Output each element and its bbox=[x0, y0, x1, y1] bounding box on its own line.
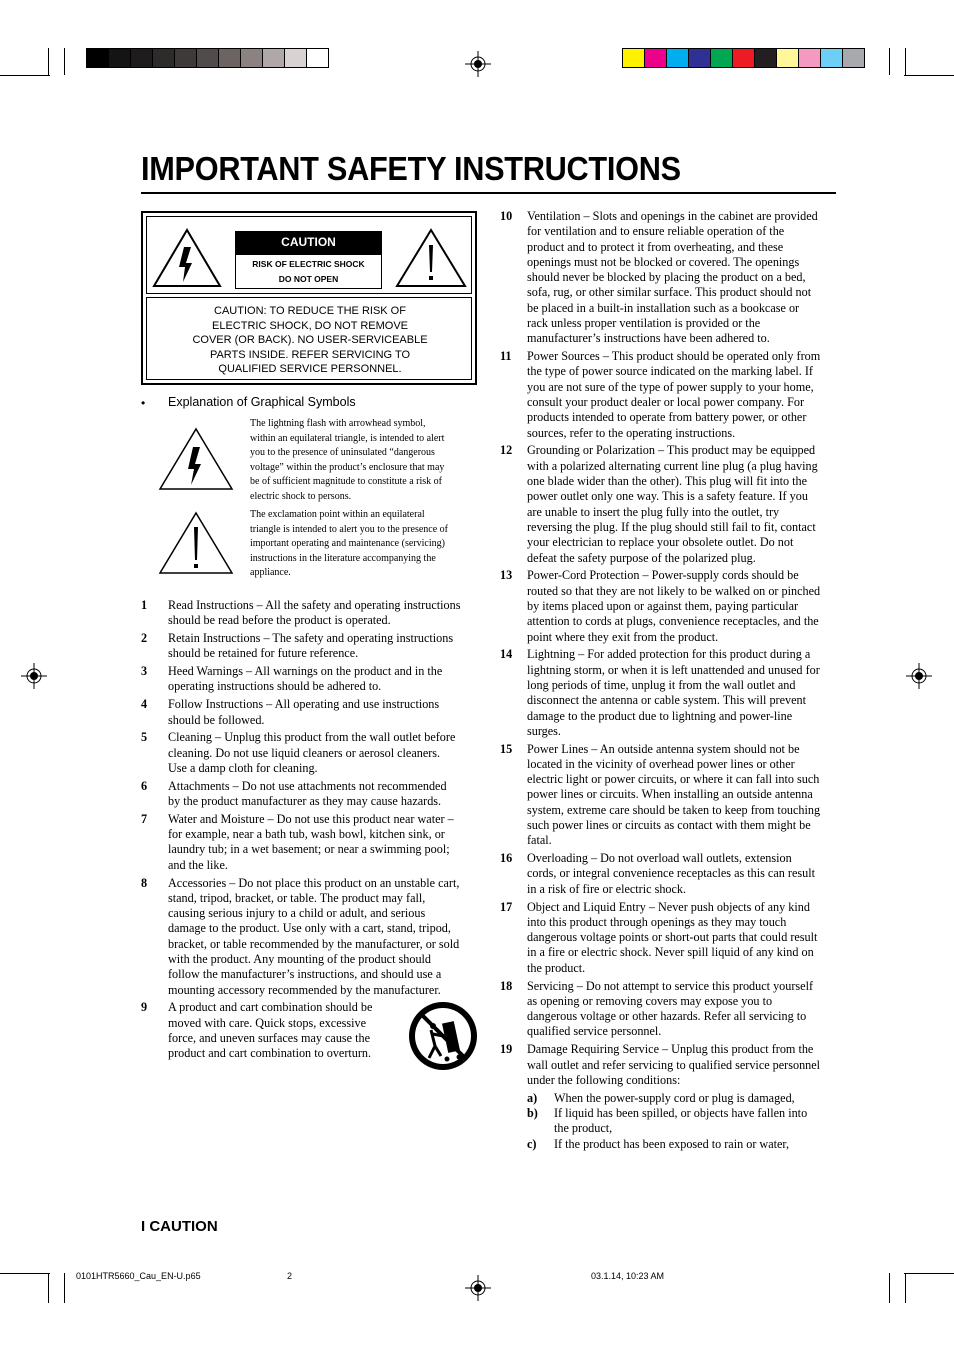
item-number: 17 bbox=[500, 899, 513, 914]
list-item bbox=[141, 730, 481, 776]
item-text-line: Attachments – Do not use attachments not recommended bbox=[168, 778, 447, 793]
sub-item-text-line: When the power-supply cord or plug is damaged, bbox=[554, 1090, 795, 1105]
item-text-line: the type of power source indicated on the marking label. If bbox=[527, 364, 813, 379]
item-text-line: reversing the plug. If the plug should still fail to fit, contact bbox=[527, 519, 816, 534]
explanation-line: The exclamation point within an equilateral bbox=[250, 509, 425, 520]
footer-timestamp: 03.1.14, 10:23 AM bbox=[591, 1271, 665, 1281]
item-text-line: sources, refer to the operating instructions. bbox=[527, 425, 736, 440]
left-instructions-list bbox=[141, 598, 481, 1064]
item-number: 9 bbox=[141, 1000, 148, 1015]
item-number: 2 bbox=[141, 631, 148, 646]
color-swatch bbox=[86, 48, 109, 68]
item-text-line: your electrician to replace your obsolete outlet. Do not bbox=[527, 535, 794, 550]
item-text-line: for example, near a bath tub, wash bowl, kitchen sink, or bbox=[168, 827, 445, 842]
color-swatch bbox=[754, 48, 777, 68]
sub-list-item bbox=[527, 1137, 840, 1152]
item-text-line: routed so that they are not likely to be walked on or pinched bbox=[527, 583, 821, 598]
sub-item-text-line: If liquid has been spilled, or objects have fallen into bbox=[554, 1105, 808, 1120]
crop-mark bbox=[64, 1273, 65, 1303]
item-number: 8 bbox=[141, 875, 148, 890]
lightning-symbol-icon bbox=[158, 427, 234, 491]
color-swatch bbox=[842, 48, 865, 68]
item-text-line: attention to cords at plugs, convenience receptacles, and the bbox=[527, 614, 819, 629]
registration-target-icon bbox=[465, 1275, 491, 1301]
registration-target-icon bbox=[465, 51, 491, 77]
color-swatch bbox=[108, 48, 131, 68]
item-text-line: sofa, rug, or other similar surface. This product should not bbox=[527, 285, 812, 300]
item-text-line: Power Sources – This product should be operated only from bbox=[527, 349, 821, 364]
item-text-line: openings must not be blocked or covered. The openings bbox=[527, 254, 800, 269]
item-text-line: operating instructions should be adhered to. bbox=[168, 679, 382, 694]
item-number: 15 bbox=[500, 741, 513, 756]
exclamation-explanation bbox=[250, 508, 448, 581]
color-swatch bbox=[240, 48, 263, 68]
item-text-line: Power Lines – An outside antenna system should not be bbox=[527, 741, 800, 756]
list-item bbox=[500, 1042, 840, 1088]
item-text-line: into this product through openings as they may touch bbox=[527, 914, 787, 929]
list-item bbox=[141, 812, 481, 873]
item-text-line: dangerous voltage points or short-out parts that could result bbox=[527, 930, 818, 945]
item-number: 4 bbox=[141, 697, 148, 712]
item-number: 3 bbox=[141, 664, 148, 679]
item-text-line: manufacturer’s instructions have been adhered to. bbox=[527, 331, 770, 346]
item-number: 5 bbox=[141, 730, 148, 745]
item-number: 6 bbox=[141, 778, 148, 793]
item-text-line: in a fire or electric shock. Never spill liquid of any kind on bbox=[527, 945, 814, 960]
item-text-line: power outlet only one way. This is a safety feature. If you bbox=[527, 489, 808, 504]
item-text-line: Servicing – Do not attempt to service this product yourself bbox=[527, 978, 814, 993]
item-text-line: as opening or removing covers may expose you to bbox=[527, 993, 773, 1008]
item-number: 13 bbox=[500, 568, 513, 583]
exclamation-symbol-icon bbox=[158, 511, 234, 575]
item-text-line: be placed in a built-in installation such as a bookcase or bbox=[527, 300, 800, 315]
item-text-line: Use a damp cloth for cleaning. bbox=[168, 760, 318, 775]
caution-label-box bbox=[141, 211, 477, 385]
sub-item-text-line: the product, bbox=[554, 1121, 613, 1136]
crop-mark bbox=[64, 48, 65, 75]
item-text-line: such power lines or circuits as contact with them might be bbox=[527, 818, 811, 833]
sub-item-label: a) bbox=[527, 1090, 538, 1105]
cart-tip-warning-icon bbox=[407, 1000, 479, 1072]
color-swatch bbox=[130, 48, 153, 68]
footer-page-number: 2 bbox=[287, 1271, 293, 1281]
explanation-line: within an equilateral triangle, is intended to alert bbox=[250, 432, 445, 444]
item-text-line: Lightning – For added protection for this product during a bbox=[527, 647, 811, 662]
caution-text-line: PARTS INSIDE. REFER SERVICING TO bbox=[209, 348, 411, 361]
item-text-line: you are not sure of the type of power supply to your home, bbox=[527, 379, 814, 394]
color-swatch bbox=[644, 48, 667, 68]
caution-subheading bbox=[235, 254, 382, 289]
crop-mark bbox=[0, 1273, 50, 1274]
caution-text bbox=[147, 304, 473, 377]
item-text-line: product and cart combination to overturn. bbox=[168, 1046, 372, 1061]
crop-mark bbox=[48, 48, 49, 75]
item-text-line: cords, or integral convenience receptacles as this can result bbox=[527, 866, 815, 881]
item-text-line: disconnect the antenna or cable system. This will prevent bbox=[527, 693, 806, 708]
sub-item-text-line: If the product has been exposed to rain or water, bbox=[554, 1136, 790, 1151]
color-swatch bbox=[174, 48, 197, 68]
item-number: 14 bbox=[500, 647, 513, 662]
item-text-line: damage to the product due to lightning and power-line bbox=[527, 708, 793, 723]
item-text-line: electric light or power circuits, or where it can fall into such bbox=[527, 772, 820, 787]
list-item bbox=[500, 349, 840, 441]
list-item bbox=[500, 979, 840, 1040]
color-swatch bbox=[196, 48, 219, 68]
color-swatch bbox=[820, 48, 843, 68]
list-item bbox=[500, 742, 840, 849]
crop-mark bbox=[889, 1273, 890, 1303]
right-instructions-list bbox=[500, 209, 840, 1152]
item-text-line: bracket, or table recommended by the manufacturer, or sold bbox=[168, 936, 460, 951]
color-swatch bbox=[732, 48, 755, 68]
crop-mark bbox=[904, 1273, 954, 1274]
item-text-line: laundry tub; in a wet basement; or near a swimming pool; bbox=[168, 842, 450, 857]
explanation-line: voltage” within the product’s enclosure that may bbox=[250, 461, 445, 473]
item-text-line: by items placed upon or against them, paying particular bbox=[527, 598, 799, 613]
lightning-explanation bbox=[250, 417, 444, 504]
item-text-line: force, and uneven surfaces may cause the bbox=[168, 1031, 371, 1046]
caution-text-line: QUALIFIED SERVICE PERSONNEL. bbox=[218, 363, 402, 376]
list-item bbox=[141, 779, 481, 810]
item-text-line: under the following conditions: bbox=[527, 1072, 681, 1087]
item-text-line: stand, tripod, bracket, or table. The product may fall, bbox=[168, 890, 426, 905]
item-text-line: moved with care. Quick stops, excessive bbox=[168, 1015, 366, 1030]
item-text-line: Damage Requiring Service – Unplug this product from the bbox=[527, 1042, 814, 1057]
crop-mark bbox=[48, 1273, 49, 1303]
explanation-line: be of sufficient magnitude to constitute a risk of bbox=[250, 476, 442, 487]
item-text-line: products intended to operate from battery power, or other bbox=[527, 410, 807, 425]
crop-mark bbox=[889, 48, 890, 75]
item-text-line: the product. bbox=[527, 960, 586, 975]
item-number: 18 bbox=[500, 978, 513, 993]
registration-target-icon bbox=[906, 663, 932, 689]
item-text-line: A product and cart combination should be bbox=[168, 1000, 373, 1015]
list-item bbox=[141, 876, 481, 998]
item-text-line: one blade wider than the other). This plug will fit into the bbox=[527, 474, 808, 489]
explanation-line: you to the presence of uninsulated “dangerous bbox=[250, 447, 435, 458]
item-text-line: should be read before the product is operated. bbox=[168, 613, 391, 628]
caution-heading: CAUTION bbox=[235, 231, 382, 254]
registration-target-icon bbox=[21, 663, 47, 689]
item-number: 11 bbox=[500, 349, 512, 364]
item-text-line: rack unless proper ventilation is provided or the bbox=[527, 316, 761, 331]
item-text-line: follow the manufacturer’s instructions, and should use a bbox=[168, 967, 442, 982]
page-title: IMPORTANT SAFETY INSTRUCTIONS bbox=[141, 150, 681, 187]
explanation-line: triangle is intended to alert you to the presence of bbox=[250, 523, 448, 535]
symbols-heading: Explanation of Graphical Symbols bbox=[168, 395, 356, 409]
crop-mark bbox=[905, 48, 906, 75]
item-text-line: power lines or circuits. When installing an outside antenna bbox=[527, 787, 813, 802]
item-text-line: should be followed. bbox=[168, 712, 265, 727]
color-swatch bbox=[284, 48, 307, 68]
color-swatch bbox=[306, 48, 329, 68]
section-footer: I CAUTION bbox=[141, 1218, 218, 1235]
item-number: 16 bbox=[500, 851, 513, 866]
item-text-line: dangerous voltage or other hazards. Refer all servicing to bbox=[527, 1009, 807, 1024]
color-swatch bbox=[262, 48, 285, 68]
item-number: 12 bbox=[500, 443, 513, 458]
item-text-line: long periods of time, unplug it from the wall outlet and bbox=[527, 677, 796, 692]
item-text-line: damage to the product. Use only with a cart, stand, tripod, bbox=[168, 921, 451, 936]
sub-list-item bbox=[527, 1106, 840, 1137]
explanation-line: The lightning flash with arrowhead symbol, bbox=[250, 418, 426, 429]
item-text-line: Water and Moisture – Do not use this product near water – bbox=[168, 811, 454, 826]
item-text-line: Ventilation – Slots and openings in the cabinet are provided bbox=[527, 209, 818, 223]
item-text-line: by the product manufacturer as they may cause hazards. bbox=[168, 794, 442, 809]
exclamation-warning-icon bbox=[393, 227, 469, 289]
sub-item-label: b) bbox=[527, 1105, 538, 1120]
item-text-line: defeat the safety purpose of the polarized plug. bbox=[527, 550, 756, 565]
item-text-line: cleaning. Do not use liquid cleaners or aerosol cleaners. bbox=[168, 745, 441, 760]
item-text-line: should never be blocked by placing the product on a bed, bbox=[527, 270, 806, 285]
caution-sub-line: RISK OF ELECTRIC SHOCK bbox=[252, 259, 365, 269]
caution-text-line: COVER (OR BACK). NO USER-SERVICEABLE bbox=[192, 334, 428, 347]
item-text-line: system, extreme care should be taken to keep from touching bbox=[527, 802, 821, 817]
item-text-line: Grounding or Polarization – This product may be equipped bbox=[527, 443, 816, 458]
item-text-line: Overloading – Do not overload wall outlets, extension bbox=[527, 851, 792, 866]
list-item bbox=[141, 598, 481, 629]
item-text-line: for ventilation and to ensure reliable operation of the bbox=[527, 224, 785, 239]
list-item bbox=[141, 697, 481, 728]
item-text-line: product and to protect it from overheating, and these bbox=[527, 239, 784, 254]
caution-sub-line: DO NOT OPEN bbox=[278, 274, 339, 284]
item-text-line: Read Instructions – All the safety and operating instructions bbox=[168, 598, 461, 612]
color-swatch bbox=[666, 48, 689, 68]
item-text-line: Power-Cord Protection – Power-supply cords should be bbox=[527, 568, 799, 583]
color-swatch bbox=[688, 48, 711, 68]
item-text-line: causing serious injury to a child or adult, and serious bbox=[168, 906, 426, 921]
caution-text-line: CAUTION: TO REDUCE THE RISK OF bbox=[214, 305, 406, 317]
explanation-line: important operating and maintenance (servicing) bbox=[250, 538, 445, 549]
lightning-warning-icon bbox=[151, 227, 223, 289]
bullet: • bbox=[141, 396, 146, 410]
color-swatch bbox=[152, 48, 175, 68]
list-item bbox=[500, 443, 840, 565]
list-item bbox=[500, 900, 840, 976]
item-text-line: Follow Instructions – All operating and use instructions bbox=[168, 697, 440, 712]
list-item bbox=[141, 631, 481, 662]
sub-item-label: c) bbox=[527, 1136, 537, 1151]
sub-list bbox=[500, 1091, 840, 1152]
sub-list-item bbox=[527, 1091, 840, 1106]
caution-label-top bbox=[146, 216, 472, 294]
explanation-line: electric shock to persons. bbox=[250, 490, 352, 502]
item-text-line: Retain Instructions – The safety and operating instructions bbox=[168, 631, 454, 646]
item-text-line: surges. bbox=[527, 723, 561, 738]
crop-mark bbox=[904, 75, 954, 76]
item-number: 1 bbox=[141, 598, 148, 612]
item-text-line: Cleaning – Unplug this product from the wall outlet before bbox=[168, 730, 456, 745]
item-text-line: should be retained for future reference. bbox=[168, 646, 359, 661]
color-swatch bbox=[218, 48, 241, 68]
item-number: 7 bbox=[141, 811, 148, 826]
item-text-line: Accessories – Do not place this product on an unstable cart, bbox=[168, 875, 460, 890]
caution-label-bottom bbox=[146, 297, 472, 380]
color-swatch bbox=[776, 48, 799, 68]
item-text-line: are unable to insert the plug fully into the outlet, try bbox=[527, 504, 780, 519]
item-text-line: with the product. Any mounting of the product should bbox=[168, 952, 432, 967]
color-swatch bbox=[798, 48, 821, 68]
color-swatch bbox=[710, 48, 733, 68]
item-text-line: in a risk of fire or electric shock. bbox=[527, 881, 687, 896]
item-text-line: fatal. bbox=[527, 833, 552, 848]
item-text-line: with a polarized alternating current line plug (a plug having bbox=[527, 458, 818, 473]
list-item bbox=[500, 209, 840, 347]
item-text-line: qualified service personnel. bbox=[527, 1024, 662, 1039]
item-number: 10 bbox=[500, 209, 513, 223]
item-text-line: mounting accessory recommended by the manufacturer. bbox=[168, 982, 441, 997]
item-number: 19 bbox=[500, 1042, 513, 1057]
item-text-line: consult your product dealer or local power company. For bbox=[527, 395, 805, 410]
item-text-line: Object and Liquid Entry – Never push objects of any kind bbox=[527, 899, 810, 914]
item-text-line: wall outlet and refer servicing to qualified service personnel bbox=[527, 1057, 821, 1072]
item-text-line: Heed Warnings – All warnings on the product and in the bbox=[168, 664, 443, 679]
item-text-line: point where they exit from the product. bbox=[527, 629, 719, 644]
crop-mark bbox=[0, 75, 50, 76]
list-item bbox=[500, 647, 840, 739]
list-item bbox=[141, 664, 481, 695]
footer-filename: 0101HTR5660_Cau_EN-U.p65 bbox=[76, 1271, 201, 1281]
explanation-line: instructions in the literature accompanying the bbox=[250, 552, 436, 564]
color-swatch bbox=[622, 48, 645, 68]
item-text-line: lightning storm, or when it is left unattended and unused for bbox=[527, 662, 820, 677]
list-item bbox=[500, 851, 840, 897]
item-text-line: located in the vicinity of overhead power lines or other bbox=[527, 756, 795, 771]
list-item bbox=[500, 568, 840, 644]
item-text-line: and the like. bbox=[168, 857, 228, 872]
explanation-line: appliance. bbox=[250, 567, 291, 578]
crop-mark bbox=[905, 1273, 906, 1303]
caution-text-line: ELECTRIC SHOCK, DO NOT REMOVE bbox=[212, 319, 408, 332]
title-rule bbox=[141, 192, 836, 194]
